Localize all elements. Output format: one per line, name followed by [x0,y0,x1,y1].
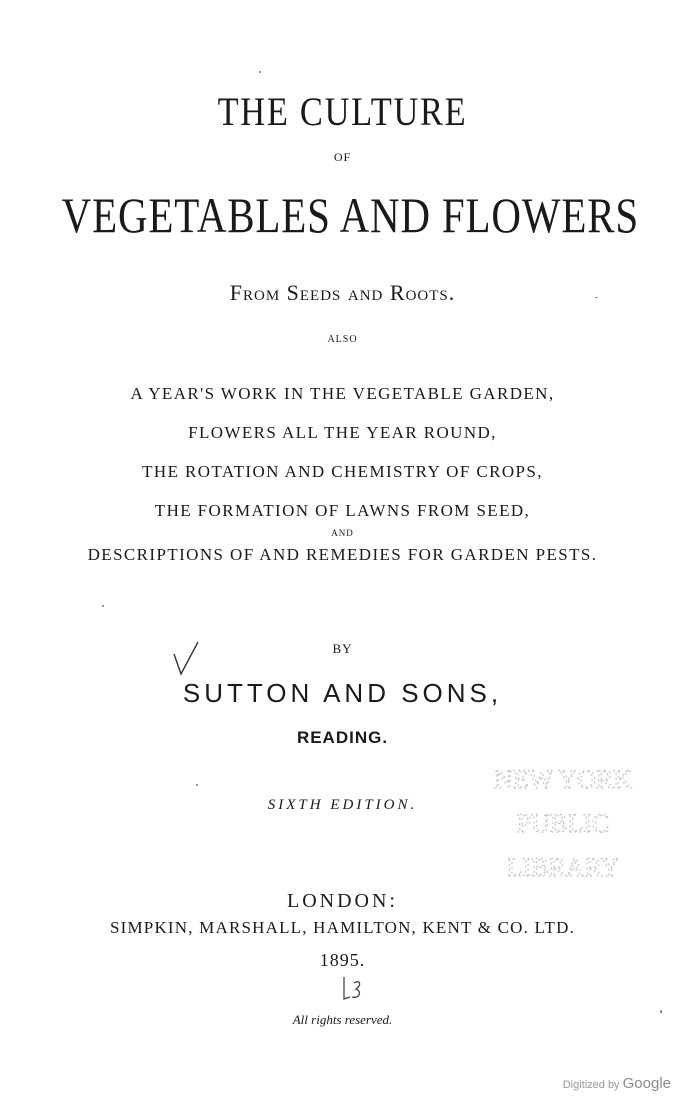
title-line-1: THE CULTURE [217,89,468,134]
speck-5 [660,1010,662,1013]
handwritten-initials [338,975,368,1007]
stamp-line-2: PUBLIC [516,809,610,838]
contents-and-label: AND [331,528,354,538]
title-connector: OF [333,150,352,164]
by-label: BY [332,641,353,656]
stamp-line-1: NEW YORK [494,765,632,794]
contents-item-3: THE ROTATION AND CHEMISTRY OF CROPS, [142,462,543,481]
rights-notice: All rights reserved. [292,1012,393,1027]
watermark-brand: Google [622,1075,671,1092]
contents-item-1: A YEAR'S WORK IN THE VEGETABLE GARDEN, [130,384,555,403]
imprint-city: LONDON: [287,890,398,912]
digitized-watermark [563,1075,671,1092]
imprint-publisher: SIMPKIN, MARSHALL, HAMILTON, KENT & CO. LTD. [109,918,576,937]
speck-4 [196,784,198,786]
subtitle: From Seeds and Roots. [229,280,456,305]
edition: SIXTH EDITION. [267,797,418,813]
library-stamp [458,760,668,890]
speck-2 [595,297,598,298]
speck-3 [102,605,104,607]
author-place: READING. [296,728,389,747]
imprint-year: 1895. [319,950,366,970]
speck-1 [259,71,261,73]
contents-item-5: DESCRIPTIONS OF AND REMEDIES FOR GARDEN PESTS. [87,545,598,564]
contents-item-4: THE FORMATION OF LAWNS FROM SEED, [154,501,531,520]
contents-item-2: FLOWERS ALL THE YEAR ROUND, [188,423,497,442]
also-label: ALSO [327,334,358,345]
title-line-2: VEGETABLES AND FLOWERS [61,187,640,243]
author: SUTTON AND SONS, [182,678,503,708]
stamp-line-3: LIBRARY [506,853,620,882]
watermark-prefix: Digitized by [562,1079,620,1091]
